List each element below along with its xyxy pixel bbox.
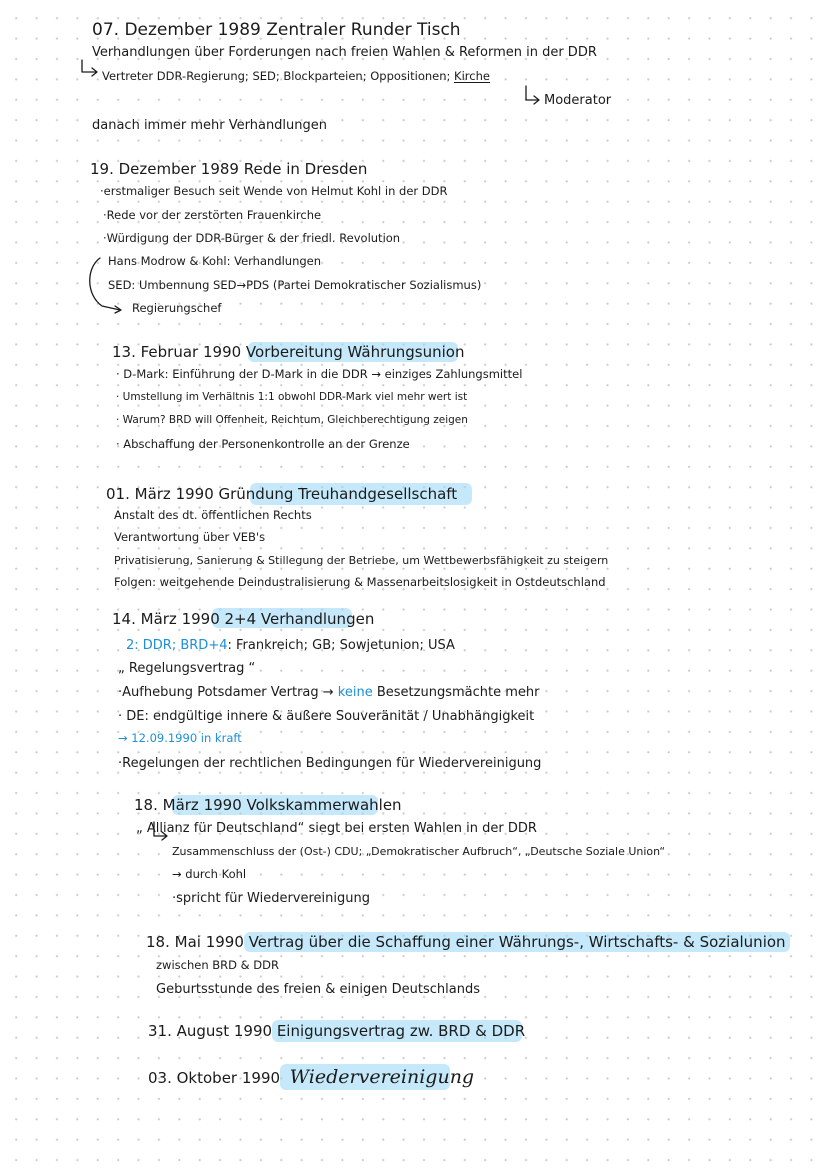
s3-line-4: · Abschaffung der Personenkontrolle an der Grenze (116, 437, 410, 451)
s7-line-1: zwischen BRD & DDR (156, 958, 279, 972)
s1-line-2 (102, 71, 490, 83)
s3-line-3: · Warum? BRD will Offenheit, Reichtum, Gleichberechtigung zeigen (116, 414, 468, 426)
s3-line-2: · Umstellung im Verhältnis 1:1 obwohl DDR-Mark viel mehr wert ist (116, 391, 468, 403)
s5-keine: keine (337, 685, 373, 700)
s7-title: 18. Mai 1990 Vertrag über die Schaffung einer Währungs-, Wirtschafts- & Sozialunion (146, 933, 786, 951)
s2-title: 19. Dezember 1989 Rede in Dresden (90, 160, 368, 178)
s2-line-1: ·erstmaliger Besuch seit Wende von Helmut Kohl in der DDR (100, 184, 448, 198)
s1-title: 07. Dezember 1989 Zentraler Runder Tisch (92, 20, 461, 40)
s1-line-2-text: Vertreter DDR-Regierung; SED; Blockparteien; Oppositionen; (102, 69, 455, 83)
s5-two-parties: 2: DDR; BRD (126, 638, 209, 653)
s1-line-3: Moderator (544, 93, 612, 108)
s4-line-4: Folgen: weitgehende Deindustralisierung & Massenarbeitslosigkeit in Ostdeutschland (114, 575, 606, 589)
s4-line-1: Anstalt des dt. öffentlichen Rechts (114, 508, 312, 522)
s5-line-4: · DE: endgültige innere & äußere Souveränität / Unabhängigkeit (118, 709, 535, 724)
s2-line-6: Regierungschef (132, 301, 222, 315)
s4-line-3: Privatisierung, Sanierung & Stillegung der Betriebe, um Wettbewerbsfähigkeit zu steigern (114, 554, 609, 567)
s4-title: 01. März 1990 Gründung Treuhandgesellschaft (106, 485, 458, 503)
s8-title: 31. August 1990 Einigungsvertrag zw. BRD & DDR (148, 1022, 526, 1040)
s5-plus-four: +4 (208, 638, 228, 653)
s9-date: 03. Oktober 1990 (148, 1069, 281, 1087)
s2-line-5: SED: Umbennung SED→PDS (Partei Demokratischer Sozialismus) (108, 278, 482, 292)
s4-line-2: Verantwortung über VEB's (114, 530, 266, 544)
s5-line-3 (118, 686, 539, 699)
s9-title: Wiedervereinigung (289, 1066, 475, 1088)
s2-line-3: ·Würdigung der DDR-Bürger & der friedl. Revolution (103, 231, 401, 245)
s6-line-1: „ Allianz für Deutschland“ siegt bei ersten Wahlen in der DDR (136, 821, 537, 836)
s6-title: 18. März 1990 Volkskammerwahlen (134, 796, 402, 814)
s3-line-1: · D-Mark: Einführung der D-Mark in die DDR → einziges Zahlungsmittel (116, 367, 523, 381)
s5-line-1 (126, 639, 455, 652)
s1-line-1: Verhandlungen über Forderungen nach freien Wahlen & Reformen in der DDR (92, 45, 597, 60)
s6-line-4: ·spricht für Wiedervereinigung (172, 891, 370, 906)
s5-line-3-a: ·Aufhebung Potsdamer Vertrag → (118, 685, 338, 700)
s5-line-5: → 12.09.1990 in kraft (118, 731, 242, 745)
s9-line (148, 1068, 474, 1087)
s5-line-2: „ Regelungsvertrag “ (118, 661, 256, 676)
s1-kirche: Kirche (454, 69, 490, 83)
s5-line-6: ·Regelungen der rechtlichen Bedingungen für Wiedervereinigung (118, 756, 542, 771)
s2-line-4: Hans Modrow & Kohl: Verhandlungen (108, 254, 322, 268)
s5-line-3-c: Besetzungsmächte mehr (372, 685, 540, 700)
s6-line-2: Zusammenschluss der (Ost-) CDU; „Demokratischer Aufbruch“, „Deutsche Soziale Union“ (172, 845, 666, 858)
s5-title: 14. März 1990 2+4 Verhandlungen (112, 610, 375, 628)
s2-line-2: ·Rede vor der zerstörten Frauenkirche (103, 208, 322, 222)
s6-line-3: → durch Kohl (172, 867, 247, 881)
s1-line-4: danach immer mehr Verhandlungen (92, 118, 328, 133)
s7-line-2: Geburtsstunde des freien & einigen Deutschlands (156, 982, 480, 997)
s5-four-parties: : Frankreich; GB; Sowjetunion; USA (227, 638, 455, 653)
s3-title: 13. Februar 1990 Vorbereitung Währungsunion (112, 343, 465, 361)
